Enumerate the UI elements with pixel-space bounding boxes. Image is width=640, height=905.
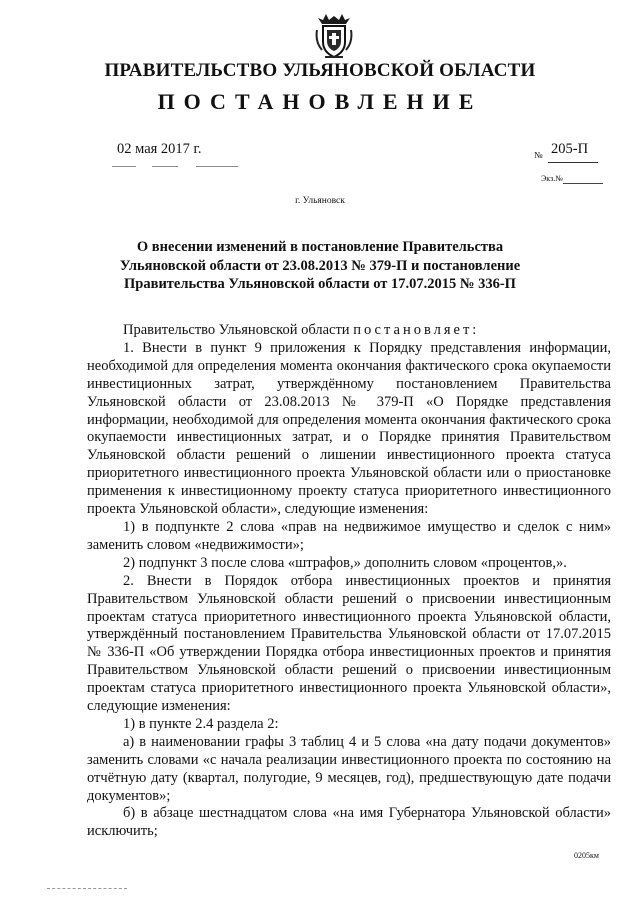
document-subject: О внесении изменений в постановление Правительства Ульяновской области от 23.08.2013 № 379-П и постановление Правительства Ульяновской области от 17.07.2015 № 336-П bbox=[119, 239, 521, 292]
paragraph: б) в абзаце шестнадцатом слова «на имя Губернатора Ульяновской области» исключить; bbox=[87, 805, 611, 840]
intro-resolves: постановляет: bbox=[353, 322, 480, 338]
document-type: ПОСТАНОВЛЕНИЕ bbox=[157, 89, 483, 114]
number-label: № bbox=[534, 150, 543, 160]
document-body bbox=[87, 322, 611, 841]
paragraph: 2. Внести в Порядок отбора инвестиционных проектов и принятия Правительством Ульяновской области решений о присвоении инвестиционным проектам статуса приоритетного инвестиционного проекта Ульяновской области, утверждённый постановлением Правительства Ульяновской области от 17.07.2015 № 336-П «Об утверждении Порядка отбора инвестиционных проектов и принятия Правительством Ульяновской области решений о присвоении инвестиционным проектам статуса приоритетного инвестиционного проекта Ульяновской области», следующие изменения: bbox=[87, 572, 611, 715]
paragraph: а) в наименовании графы 3 таблиц 4 и 5 слова «на дату подачи документов» заменить словами «с начала реализации инвестиционного проекта по состоянию на отчётную дату (квартал, полугодие, 9 месяцев, год), предшествующую дате подачи документов»; bbox=[87, 733, 611, 804]
copy-number-underline bbox=[563, 183, 603, 184]
government-title: ПРАВИТЕЛЬСТВО УЛЬЯНОВСКОЙ ОБЛАСТИ bbox=[104, 60, 536, 81]
number-underline bbox=[548, 162, 598, 163]
paragraph: 1) в пункте 2.4 раздела 2: bbox=[123, 715, 279, 732]
footer-dashed-line bbox=[47, 888, 127, 889]
document-date: 02 мая 2017 г. bbox=[117, 141, 202, 157]
coat-of-arms-icon bbox=[314, 10, 354, 60]
intro-lead: Правительство Ульяновской области bbox=[123, 322, 354, 338]
city: г. Ульяновск bbox=[295, 196, 345, 206]
document-number: 205-П bbox=[551, 141, 589, 157]
footer-code: 0205км bbox=[574, 851, 599, 860]
paragraph: 1. Внести в пункт 9 приложения к Порядку представления информации, необходимой для определения момента окончания фактического срока окупаемости инвестиционных затрат, утверждённому постановлением Правительства Ульяновской области от 23.08.2013 № 379-П «О Порядке представления информации, необходимой для определения момента окончания фактического срока окупаемости инвестиционных затрат, и о Порядке принятия Правительством Ульяновской области решений о лишении инвестиционного проекта статуса приоритетного инвестиционного проекта Ульяновской области или о приостановке применения к инвестиционному проекту статуса приоритетного инвестиционного проекта Ульяновской области», следующие изменения: bbox=[87, 339, 611, 518]
paragraph: 1) в подпункте 2 слова «прав на недвижимое имущество и сделок с ним» заменить словом «недвижимости»; bbox=[87, 518, 611, 553]
date-underline bbox=[152, 166, 178, 167]
intro-paragraph bbox=[87, 322, 611, 340]
paragraph: 2) подпункт 3 после слова «штрафов,» дополнить словом «процентов,». bbox=[123, 554, 567, 571]
date-underline bbox=[196, 166, 238, 167]
date-underline bbox=[112, 166, 136, 167]
copy-number-label: Экз.№ bbox=[541, 174, 563, 183]
